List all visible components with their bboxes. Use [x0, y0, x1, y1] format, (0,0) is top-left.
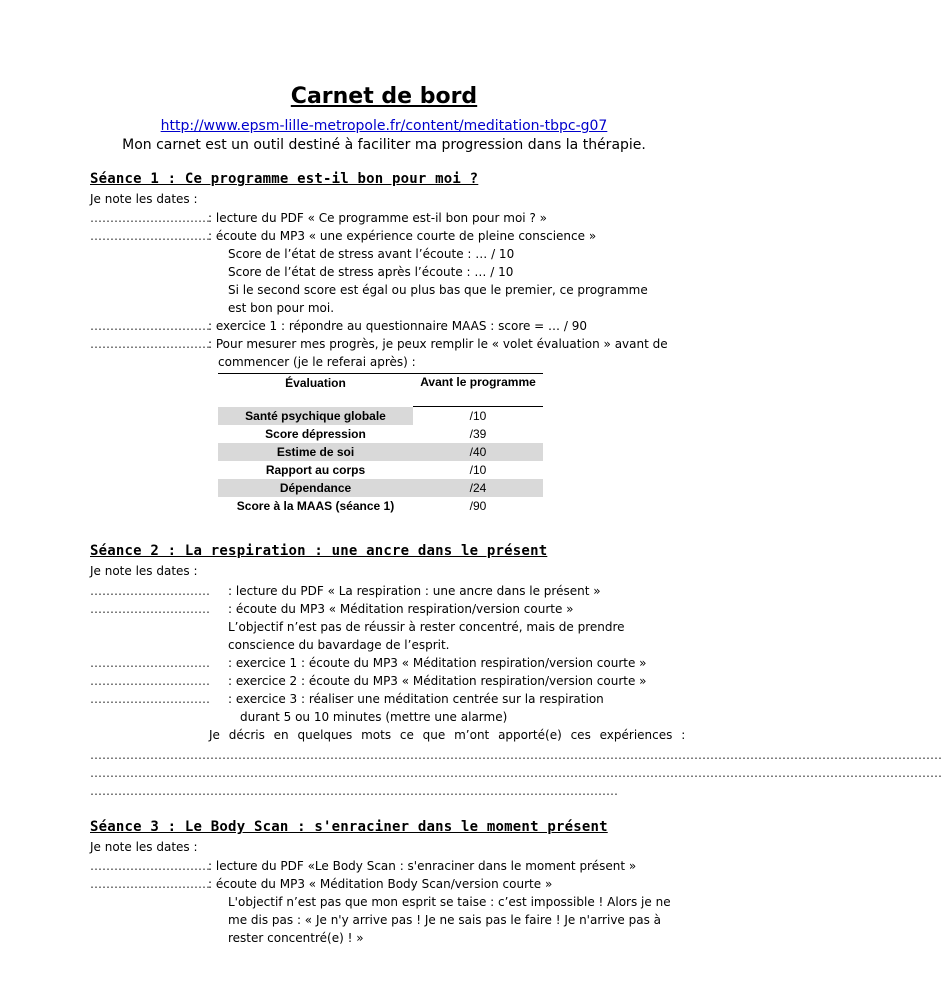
- program-link[interactable]: http://www.epsm-lille-metropole.fr/content/meditation-tbpc-g07: [160, 118, 608, 134]
- date-field: …………………………: [90, 584, 210, 598]
- table-row: Santé psychique globale /10: [218, 407, 543, 426]
- table-header-evaluation: Évaluation: [285, 376, 346, 390]
- evaluation-table: [218, 373, 543, 515]
- date-field: …………………………: [90, 211, 210, 225]
- date-field: …………………………: [90, 319, 210, 333]
- table-row: Rapport au corps /10: [265, 463, 487, 477]
- date-field: …………………………: [90, 602, 210, 616]
- s2-line-3: L’objectif n’est pas de réussir à rester concentré, mais de prendre: [228, 620, 625, 634]
- table-row: Dépendance /24: [218, 479, 543, 497]
- date-field: …………………………: [90, 337, 210, 351]
- s3-line-2: : écoute du MP3 « Méditation Body Scan/version courte »: [208, 877, 553, 891]
- s1-line-5: Si le second score est égal ou plus bas que le premier, ce programme: [228, 283, 648, 297]
- date-field: …………………………: [90, 656, 210, 670]
- s3-line-5: rester concentré(e) ! »: [228, 931, 364, 945]
- s2-line-5: : exercice 1 : écoute du MP3 « Méditation respiration/version courte »: [228, 656, 647, 670]
- section-1-note: Je note les dates :: [90, 192, 198, 206]
- s2-line-2: : écoute du MP3 « Méditation respiration/version courte »: [228, 602, 574, 616]
- section-3-note: Je note les dates :: [90, 840, 198, 854]
- s1-line-1: : lecture du PDF « Ce programme est-il bon pour moi ? »: [208, 211, 547, 225]
- s1-line-6: est bon pour moi.: [228, 301, 335, 315]
- s1-line-4: Score de l’état de stress après l’écoute : … / 10: [228, 265, 514, 279]
- table-row: Estime de soi /40: [218, 443, 543, 461]
- s2-line-9: Je décris en quelques mots ce que m’ont apporté(e) ces expériences :: [209, 728, 686, 742]
- answer-line[interactable]: ……………………………………………………………………………………………………………………: [90, 784, 618, 798]
- section-2-note: Je note les dates :: [90, 564, 198, 578]
- s3-line-4: me dis pas : « Je n'y arrive pas ! Je ne sais pas le faire ! Je n'arrive pas à: [228, 913, 662, 927]
- date-field: …………………………: [90, 674, 210, 688]
- date-field: …………………………: [90, 859, 210, 873]
- answer-line[interactable]: ……………………………………………………………………………………………………………………………………………………………………………………………: [90, 766, 942, 780]
- table-header-before: Avant le programme: [413, 374, 543, 407]
- s1-line-2: : écoute du MP3 « une expérience courte de pleine conscience »: [208, 229, 597, 243]
- answer-line[interactable]: ……………………………………………………………………………………………………………………………………………………………………………………………: [90, 748, 942, 762]
- s1-line-9: commencer (je le referai après) :: [218, 355, 416, 369]
- date-field: …………………………: [90, 692, 210, 706]
- section-1-heading: Séance 1 : Ce programme est-il bon pour moi ?: [90, 171, 479, 187]
- s1-line-8: : Pour mesurer mes progrès, je peux remplir le « volet évaluation » avant de: [208, 337, 668, 351]
- s3-line-1: : lecture du PDF «Le Body Scan : s'enraciner dans le moment présent »: [208, 859, 637, 873]
- s3-line-3: L'objectif n’est pas que mon esprit se taise : c’est impossible ! Alors je ne: [228, 895, 671, 909]
- s1-line-7: : exercice 1 : répondre au questionnaire MAAS : score = … / 90: [208, 319, 587, 333]
- s2-line-8: durant 5 ou 10 minutes (mettre une alarme): [240, 710, 508, 724]
- date-field: …………………………: [90, 877, 210, 891]
- page-title: Carnet de bord: [290, 84, 478, 109]
- intro-text: Mon carnet est un outil destiné à faciliter ma progression dans la thérapie.: [122, 137, 646, 153]
- s2-line-6: : exercice 2 : écoute du MP3 « Méditation respiration/version courte »: [228, 674, 647, 688]
- section-3-heading: Séance 3 : Le Body Scan : s'enraciner dans le moment présent: [90, 819, 608, 835]
- table-row: Score dépression /39: [265, 427, 487, 441]
- table-row: Score à la MAAS (séance 1) /90: [236, 499, 487, 513]
- s2-line-4: conscience du bavardage de l’esprit.: [228, 638, 450, 652]
- s2-line-7: : exercice 3 : réaliser une méditation centrée sur la respiration: [228, 692, 604, 706]
- date-field: …………………………: [90, 229, 210, 243]
- s2-line-1: : lecture du PDF « La respiration : une ancre dans le présent »: [228, 584, 601, 598]
- section-2-heading: Séance 2 : La respiration : une ancre dans le présent: [90, 543, 548, 559]
- s1-line-3: Score de l’état de stress avant l’écoute : … / 10: [228, 247, 515, 261]
